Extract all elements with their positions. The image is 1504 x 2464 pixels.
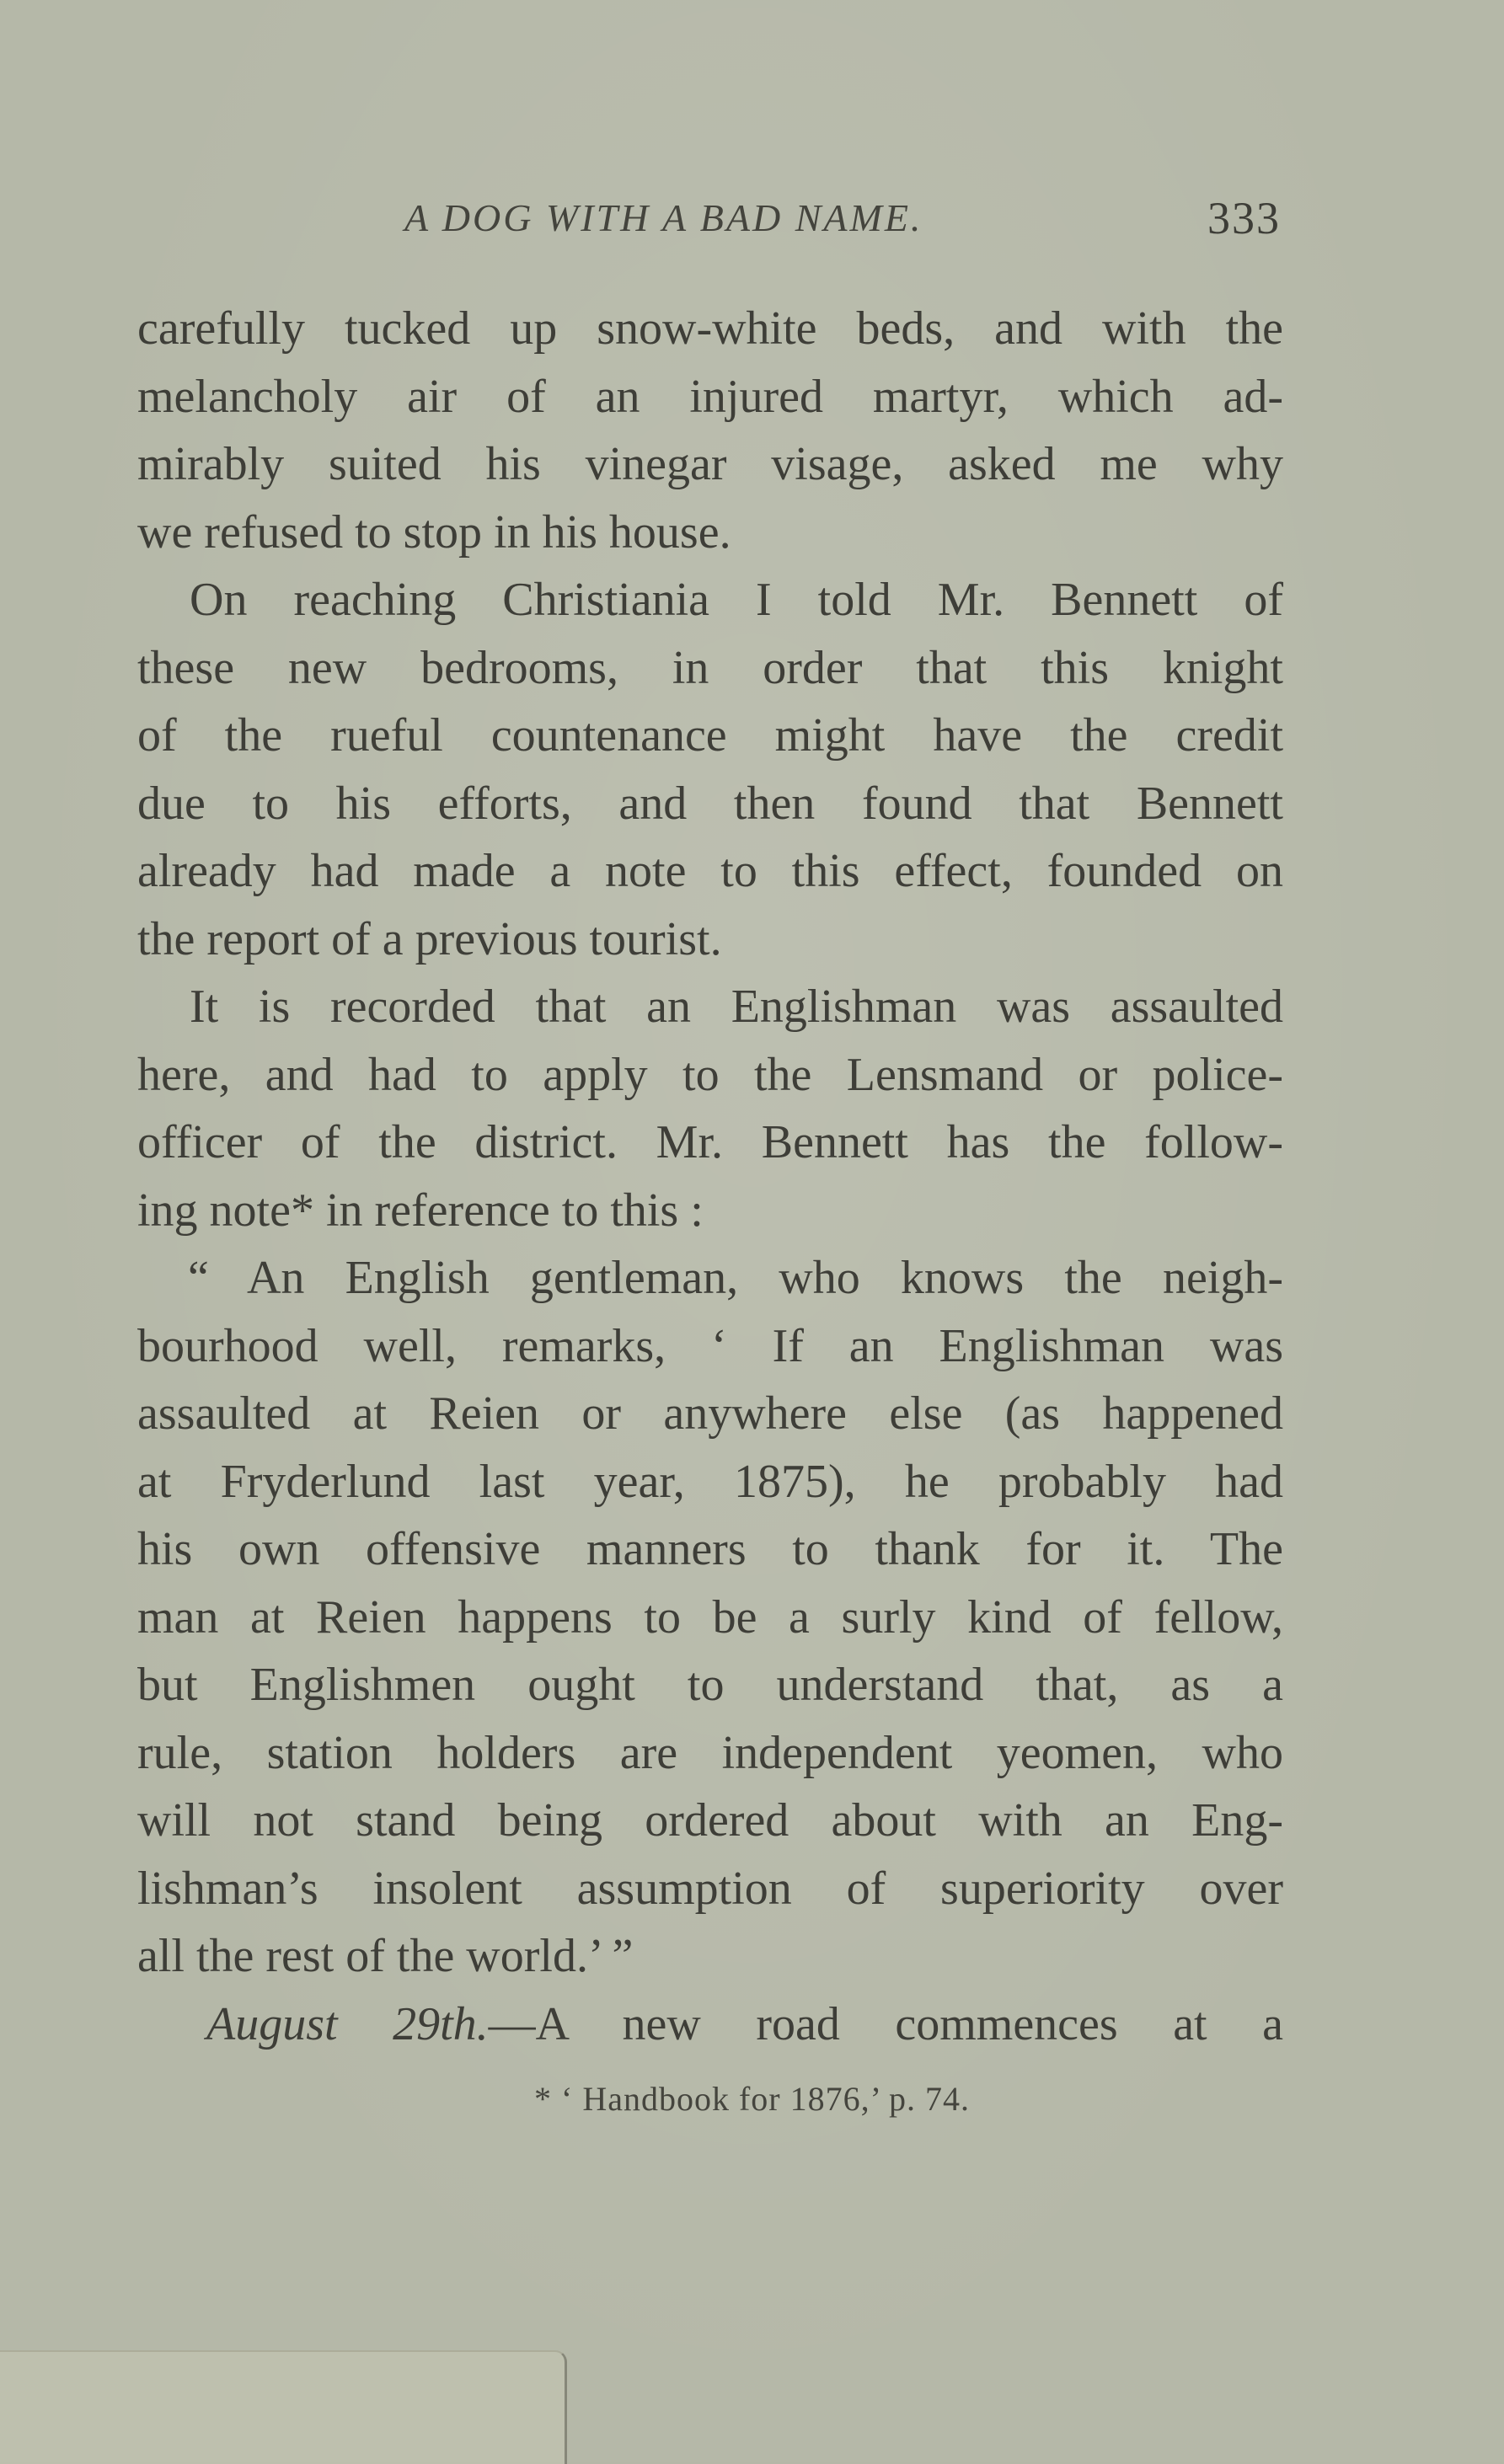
page-edge-wear — [0, 2350, 567, 2464]
text-line: these new bedrooms, in order that this knight — [137, 641, 1283, 694]
text-line: rule, station holders are independent yeomen, who — [137, 1726, 1283, 1779]
text-line: already had made a note to this effect, founded on — [137, 845, 1283, 897]
text-line: ing note* in reference to this : — [137, 1184, 704, 1237]
body-text — [137, 295, 1283, 2058]
text-line: we refused to stop in his house. — [137, 505, 731, 559]
text-line: assaulted at Reien or anywhere else (as happened — [137, 1387, 1283, 1440]
text-line: of the rueful countenance might have the credit — [137, 709, 1283, 762]
text-line: melancholy air of an injured martyr, which ad- — [137, 370, 1283, 423]
text-line: the report of a previous tourist. — [137, 912, 722, 965]
text-line: his own offensive manners to thank for it. The — [137, 1523, 1283, 1575]
text-line: at Fryderlund last year, 1875), he probably had — [137, 1455, 1283, 1508]
text-line: due to his efforts, and then found that Bennett — [137, 777, 1283, 830]
text-line: all the rest of the world.’ ” — [137, 1930, 634, 1982]
entry-date: August 29th. — [206, 1997, 489, 2050]
text-line-dated — [137, 1991, 1283, 2059]
text-line: officer of the district. Mr. Bennett has the follow- — [137, 1116, 1283, 1168]
text-line: carefully tucked up snow-white beds, and with the — [137, 302, 1283, 355]
text-line: lishman’s insolent assumption of superiority over — [137, 1862, 1283, 1915]
text-line: “ An English gentleman, who knows the neigh- — [188, 1252, 1283, 1304]
text-line: On reaching Christiania I told Mr. Bennett of — [190, 574, 1283, 626]
footnote: * ‘ Handbook for 1876,’ p. 74. — [534, 2080, 970, 2118]
page-number: 333 — [1207, 193, 1281, 243]
text-line: man at Reien happens to be a surly kind of fellow, — [137, 1590, 1283, 1644]
text-line: will not stand being ordered about with an Eng- — [137, 1794, 1283, 1847]
text-line: bourhood well, remarks, ‘ If an Englishman was — [137, 1319, 1283, 1372]
entry-text: —A new road commences at a — [488, 1997, 1283, 2050]
page-header — [135, 195, 1281, 254]
text-line: It is recorded that an Englishman was assaulted — [190, 981, 1283, 1033]
text-line: here, and had to apply to the Lensmand or police- — [137, 1048, 1283, 1101]
running-head: A DOG WITH A BAD NAME. — [404, 196, 923, 239]
text-line: mirably suited his vinegar visage, asked me why — [137, 438, 1283, 490]
text-line: but Englishmen ought to understand that, as a — [137, 1659, 1283, 1711]
